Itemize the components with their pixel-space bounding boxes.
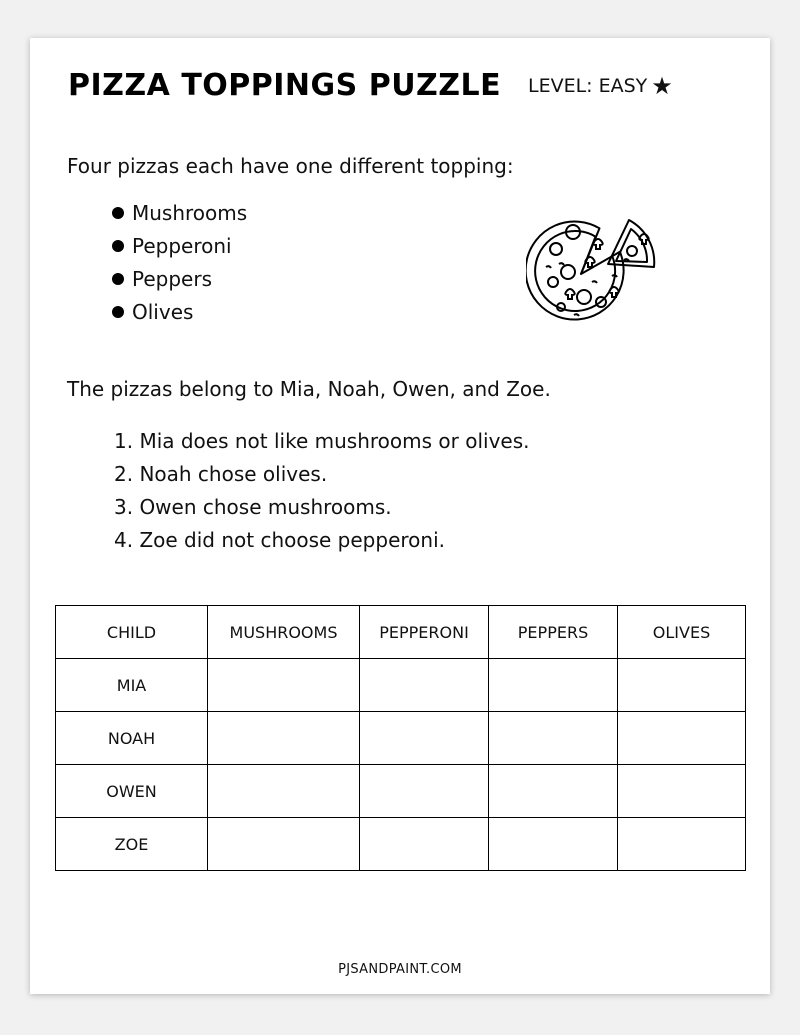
grid-header: OLIVES — [618, 606, 746, 659]
answer-grid — [55, 605, 746, 871]
answer-cell[interactable] — [360, 712, 489, 765]
answer-cell[interactable] — [208, 818, 360, 871]
toppings-list — [112, 196, 247, 328]
answer-cell[interactable] — [360, 818, 489, 871]
answer-cell[interactable] — [618, 818, 746, 871]
table-row — [56, 818, 746, 871]
bullet-icon — [112, 207, 124, 219]
table-row — [56, 659, 746, 712]
page-title: PIZZA TOPPINGS PUZZLE — [68, 68, 502, 103]
owners-text: The pizzas belong to Mia, Noah, Owen, and Zoe. — [67, 377, 551, 401]
bullet-icon — [112, 273, 124, 285]
answer-cell[interactable] — [208, 659, 360, 712]
answer-cell[interactable] — [489, 818, 618, 871]
clue-item: 4. Zoe did not choose pepperoni. — [114, 527, 445, 552]
worksheet-page — [30, 38, 770, 994]
answer-cell[interactable] — [208, 712, 360, 765]
list-item: Peppers — [112, 262, 247, 295]
level-label: LEVEL: EASY — [528, 75, 648, 97]
intro-text: Four pizzas each have one different topping: — [67, 154, 514, 178]
answer-cell[interactable] — [489, 765, 618, 818]
answer-cell[interactable] — [489, 659, 618, 712]
star-icon: ★ — [651, 72, 673, 100]
bullet-icon — [112, 240, 124, 252]
answer-cell[interactable] — [360, 659, 489, 712]
clue-item: 3. Owen chose mushrooms. — [114, 494, 392, 519]
list-item: Pepperoni — [112, 229, 247, 262]
grid-header-row — [56, 606, 746, 659]
answer-cell[interactable] — [208, 765, 360, 818]
table-row — [56, 765, 746, 818]
grid-header: CHILD — [56, 606, 208, 659]
row-label: ZOE — [56, 818, 208, 871]
answer-cell[interactable] — [618, 712, 746, 765]
clue-item: 2. Noah chose olives. — [114, 461, 328, 486]
answer-cell[interactable] — [489, 712, 618, 765]
list-item: Mushrooms — [112, 196, 247, 229]
difficulty-level — [528, 74, 673, 98]
row-label: MIA — [56, 659, 208, 712]
answer-cell[interactable] — [618, 765, 746, 818]
answer-cell[interactable] — [618, 659, 746, 712]
footer-website: PJSANDPAINT.COM — [338, 962, 462, 977]
table-row — [56, 712, 746, 765]
answer-cell[interactable] — [360, 765, 489, 818]
row-label: NOAH — [56, 712, 208, 765]
clue-item: 1. Mia does not like mushrooms or olives. — [114, 428, 530, 453]
row-label: OWEN — [56, 765, 208, 818]
grid-header: PEPPERS — [489, 606, 618, 659]
grid-header: PEPPERONI — [360, 606, 489, 659]
bullet-icon — [112, 306, 124, 318]
pizza-icon — [526, 212, 666, 330]
list-item: Olives — [112, 295, 247, 328]
clues-list — [114, 424, 530, 556]
grid-header: MUSHROOMS — [208, 606, 360, 659]
